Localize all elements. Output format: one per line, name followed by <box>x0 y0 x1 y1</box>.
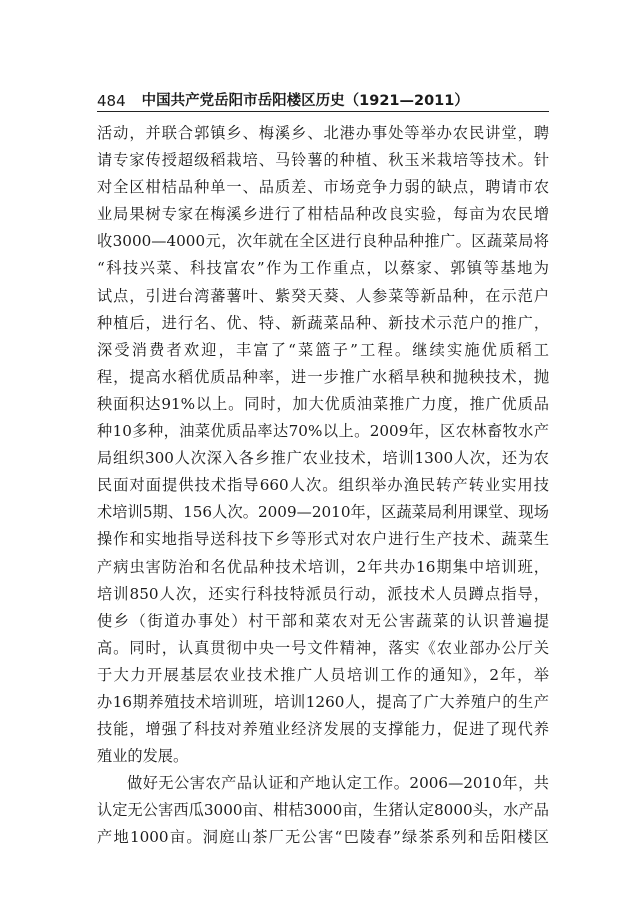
text-line: 产病虫害防治和名优品种技术培训，2年共办16期集中培训班， <box>97 557 549 576</box>
text-line: 对全区柑桔品种单一、品质差、市场竞争力弱的缺点，聘请市农 <box>97 178 549 197</box>
text-line: 高。同时，认真贯彻中央一号文件精神，落实《农业部办公厅关 <box>97 638 549 657</box>
paragraph-first-line: 做好无公害农产品认证和产地认定工作。2006—2010年，共 <box>127 774 549 793</box>
text-line: 操作和实地指导送科技下乡等形式对农户进行生产技术、蔬菜生 <box>97 530 549 549</box>
text-line: 程，提高水稻优质品种率，进一步推广水稻旱秧和抛秧技术，抛 <box>97 367 549 386</box>
text-line: 活动，并联合郭镇乡、梅溪乡、北港办事处等举办农民讲堂，聘 <box>97 124 549 142</box>
text-line: 请专家传授超级稻栽培、马铃薯的种植、秋玉米栽培等技术。针 <box>97 151 549 170</box>
text-line: 种10多种，油菜优质品率达70%以上。2009年，区农林畜牧水产 <box>97 422 549 441</box>
text-line: 民面对面提供技术指导660人次。组织举办渔民转产转业实用技 <box>97 476 549 495</box>
text-line: 试点，引进台湾蕃薯叶、紫癸天葵、人参菜等新品种，在示范户 <box>97 286 549 305</box>
text-line: 术培训5期、156人次。2009—2010年，区蔬菜局利用课堂、现场 <box>97 503 549 522</box>
text-line: 收3000—4000元，次年就在全区进行良种品种推广。区蔬菜局将 <box>97 232 549 251</box>
text-line: 使乡（街道办事处）村干部和菜农对无公害蔬菜的认识普遍提 <box>97 611 549 630</box>
text-line: 深受消费者欢迎，丰富了“菜篮子”工程。继续实施优质稻工 <box>97 340 549 359</box>
text-line: 于大力开展基层农业技术推广人员培训工作的通知》，2年，举 <box>97 665 549 684</box>
body-text <box>97 120 549 852</box>
text-line: 业局果树专家在梅溪乡进行了柑桔品种改良实验，每亩为农民增 <box>97 205 549 224</box>
running-header <box>97 84 549 110</box>
page-number: 484 <box>97 92 126 110</box>
text-line: 认定无公害西瓜3000亩、柑桔3000亩，生猪认定8000头，水产品 <box>97 801 549 820</box>
text-line: “科技兴菜、科技富农”作为工作重点，以蔡家、郭镇等基地为 <box>97 259 549 278</box>
text-line: 技能，增强了科技对养殖业经济发展的支撑能力，促进了现代养 <box>97 720 549 739</box>
text-line: 培训850人次，还实行科技特派员行动，派技术人员蹲点指导， <box>97 584 549 603</box>
book-title: 中国共产党岳阳市岳阳楼区历史（1921—2011） <box>141 93 469 109</box>
text-line: 办16期养殖技术培训班，培训1260人，提高了广大养殖户的生产 <box>97 692 549 711</box>
text-line: 殖业的发展。 <box>97 747 189 766</box>
text-line: 局组织300人次深入各乡推广农业技术，培训1300人次，还为农 <box>97 449 549 468</box>
text-line: 秧面积达91%以上。同时，加大优质油菜推广力度，推广优质品 <box>97 394 549 413</box>
text-line: 种植后，进行名、优、特、新蔬菜品种、新技术示范户的推广， <box>97 313 549 332</box>
text-line: 产地1000亩。洞庭山茶厂无公害“巴陵春”绿茶系列和岳阳楼区 <box>97 828 549 847</box>
header-rule <box>97 111 549 112</box>
